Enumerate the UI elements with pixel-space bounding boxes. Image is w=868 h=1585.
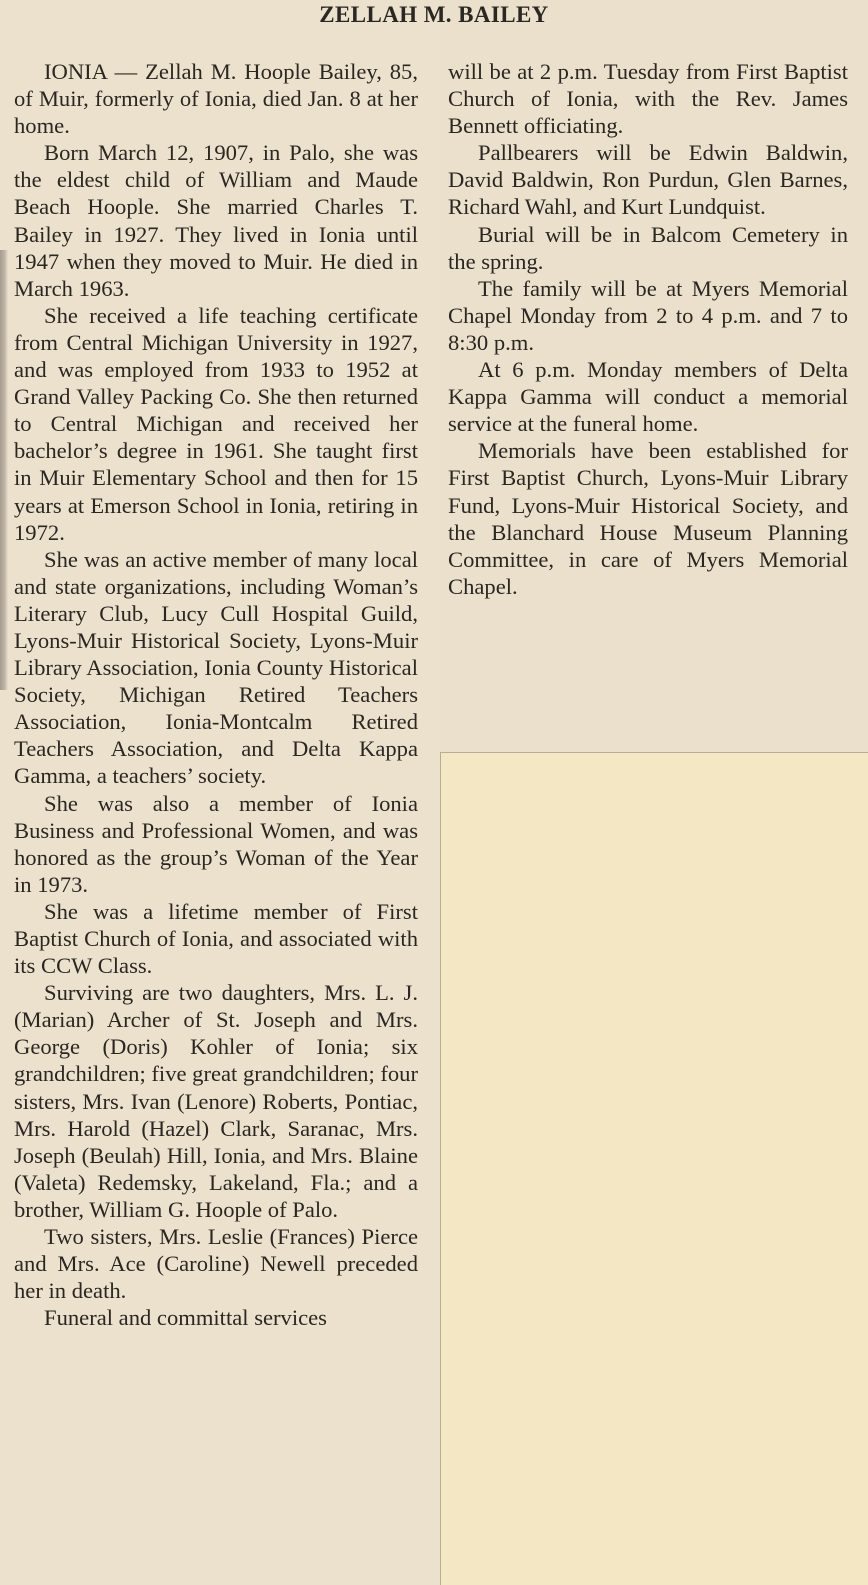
paragraph: Burial will be in Balcom Cemetery in the spring.: [448, 221, 848, 274]
paragraph: Two sisters, Mrs. Leslie (Frances) Pierce and Mrs. Ace (Caroline) Newell preceded her in death.: [14, 1224, 418, 1304]
paragraph: The family will be at Myers Memorial Chapel Monday from 2 to 4 p.m. and 7 to 8:30 p.m.: [448, 275, 848, 355]
paragraph: IONIA — Zellah M. Hoople Bailey, 85, of Muir, formerly of Ionia, died Jan. 8 at her home.: [14, 59, 418, 139]
paragraph: Surviving are two daughters, Mrs. L. J. (Marian) Archer of St. Joseph and Mrs. George (Doris) Kohler of Ionia; six grandchildren; five great grandchildren; four sisters, Mrs. Ivan (Lenore) Roberts, Pontiac, Mrs. Harold (Hazel) Clark, Saranac, Mrs. Joseph (Beulah) Hill, Ionia, and Mrs. Blaine (Valeta) Redemsky, Lakeland, Fla.; and a brother, William G. Hoople of Palo.: [14, 980, 419, 1222]
paragraph: Funeral and committal services: [44, 1305, 327, 1331]
paragraph: At 6 p.m. Monday members of Delta Kappa Gamma will conduct a memorial service at the funeral home.: [448, 357, 848, 437]
right-column: [448, 58, 848, 600]
paragraph: She was also a member of Ionia Business and Professional Women, and was honored as the group’s Woman of the Year in 1973.: [14, 790, 418, 897]
paragraph: She was an active member of many local and state organizations, including Woman’s Literary Club, Lucy Cull Hospital Guild, Lyons-Muir Historical Society, Lyons-Muir Library Association, Ionia County Historical Society, Michigan Retired Teachers Association, Ionia-Montcalm Retired Teachers Association, and Delta Kappa Gamma, a teachers’ society.: [14, 546, 418, 789]
paragraph: Born March 12, 1907, in Palo, she was the eldest child of William and Maude Beach Hoople. She married Charles T. Bailey in 1927. They lived in Ionia until 1947 when they moved to Muir. He died in March 1963.: [14, 140, 418, 301]
scan-edge-shadow: [0, 250, 8, 690]
headline: ZELLAH M. BAILEY: [319, 2, 549, 27]
paragraph: She received a life teaching certificate from Central Michigan University in 1927, and was employed from 1933 to 1952 at Grand Valley Packing Co. She then returned to Central Michigan and received her bachelor’s degree in 1961. She taught first in Muir Elementary School and then for 15 years at Emerson School in Ionia, retiring in 1972.: [14, 302, 418, 545]
left-column: [14, 58, 418, 1331]
paragraph: Memorials have been established for First Baptist Church, Lyons-Muir Library Fund, Lyons-Muir Historical Society, and the Blanchard House Museum Planning Committee, in care of Myers Memorial Chapel.: [448, 438, 848, 599]
paragraph: will be at 2 p.m. Tuesday from First Baptist Church of Ionia, with the Rev. James Bennett officiating.: [448, 59, 848, 139]
paragraph: She was a lifetime member of First Baptist Church of Ionia, and associated with its CCW Class.: [14, 898, 418, 979]
paragraph: Pallbearers will be Edwin Baldwin, David Baldwin, Ron Purdun, Glen Barnes, Richard Wahl, and Kurt Lundquist.: [448, 140, 848, 220]
